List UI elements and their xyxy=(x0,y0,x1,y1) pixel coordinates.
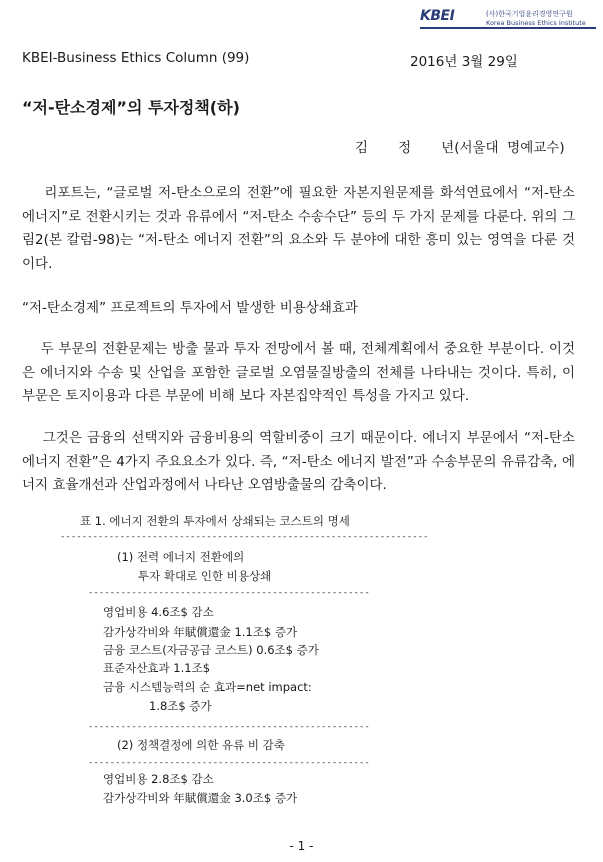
author-line: 김 정 년(서울대 명예교수) xyxy=(355,140,565,156)
table-caption: 표 1. 에너지 전환의 투자에서 상쇄되는 코스트의 명세 xyxy=(80,514,350,528)
table-item: 1.8조$ 증가 xyxy=(149,699,212,713)
column-label: KBEI-Business Ethics Column (99) xyxy=(22,50,250,66)
paragraph-3 xyxy=(22,427,575,498)
table-divider: ---------------------------------------------------- xyxy=(88,722,370,732)
table-divider: ---------------------------------------------------- xyxy=(88,758,370,768)
table-item: 표준자산효과 1.1조$ xyxy=(103,661,211,675)
table-item: 감가상각비와 年賦償還金 3.0조$ 증가 xyxy=(103,791,298,805)
kbei-logo xyxy=(420,8,596,30)
table-section-1-heading: (1) 전력 에너지 전환에의 xyxy=(117,550,245,564)
table-item: 감가상각비와 年賦償還金 1.1조$ 증가 xyxy=(103,625,298,639)
article-title: “저-탄소경제”의 투자정책(하) xyxy=(22,98,240,117)
logo-name-english: Korea Business Ethics Institute xyxy=(486,19,586,27)
paragraph-3-text: 그것은 금융의 선택지와 금융비용의 역할비중이 크기 때문이다. 에너지 부문에서 “저-탄소 에너지 전환”은 4가지 주요요소가 있다. 즉, “저-탄소 에너지 발전”과 수송부문의 유류감축, 에너지 효율개선과 산업과정에서 나타난 오염방출물의 감축이다. xyxy=(22,430,575,493)
table-divider: -------------------------------------------------------------------- xyxy=(60,532,429,542)
table-section-1-subheading: 투자 확대로 인한 비용상쇄 xyxy=(138,569,272,583)
table-item: 금융 시스템능력의 순 효과=net impact: xyxy=(103,680,312,694)
page-number: - 1 - xyxy=(289,839,314,853)
section-subheading: “저-탄소경제” 프로젝트의 투자에서 발생한 비용상쇄효과 xyxy=(22,300,358,316)
paragraph-1-text: 리포트는, “글로벌 저-탄소으로의 전환”에 필요한 자본지원문제를 화석연료에서 “저-탄소 에너지”로 전환시키는 것과 유류에서 “저-탄소 수송수단” 등의 두 가지 문제를 다룬다. 위의 그림2(본 칼럼-98)는 “저-탄소 에너지 전환”의 요소와 두 분야에 대한 흥미 있는 영역을 다룬 것이다. xyxy=(22,185,575,272)
logo-name-korean: (사)한국기업윤리경영연구원 xyxy=(486,10,573,18)
table-item: 영업비용 4.6조$ 감소 xyxy=(103,605,214,619)
paragraph-2-text: 두 부문의 전환문제는 방출 물과 투자 전망에서 볼 때, 전체계획에서 중요한 부분이다. 이것은 에너지와 수송 및 산업을 포함한 글로벌 오염물질방출의 전체를 나타내는 것이다. 특히, 이 부문은 토지이용과 다른 부문에 비해 보다 자본집약적인 특성을 가지고 있다. xyxy=(22,341,575,404)
table-item: 금융 코스트(자금공급 코스트) 0.6조$ 증가 xyxy=(103,643,319,657)
paragraph-2 xyxy=(22,338,575,409)
column-date: 2016년 3월 29일 xyxy=(410,54,518,70)
logo-underline xyxy=(420,27,596,29)
table-item: 영업비용 2.8조$ 감소 xyxy=(103,772,214,786)
logo-mark: KBEI xyxy=(420,8,455,24)
paragraph-1 xyxy=(22,182,575,276)
table-divider: ---------------------------------------------------- xyxy=(88,588,370,598)
table-section-2-heading: (2) 정책결정에 의한 유류 비 감축 xyxy=(117,738,285,752)
